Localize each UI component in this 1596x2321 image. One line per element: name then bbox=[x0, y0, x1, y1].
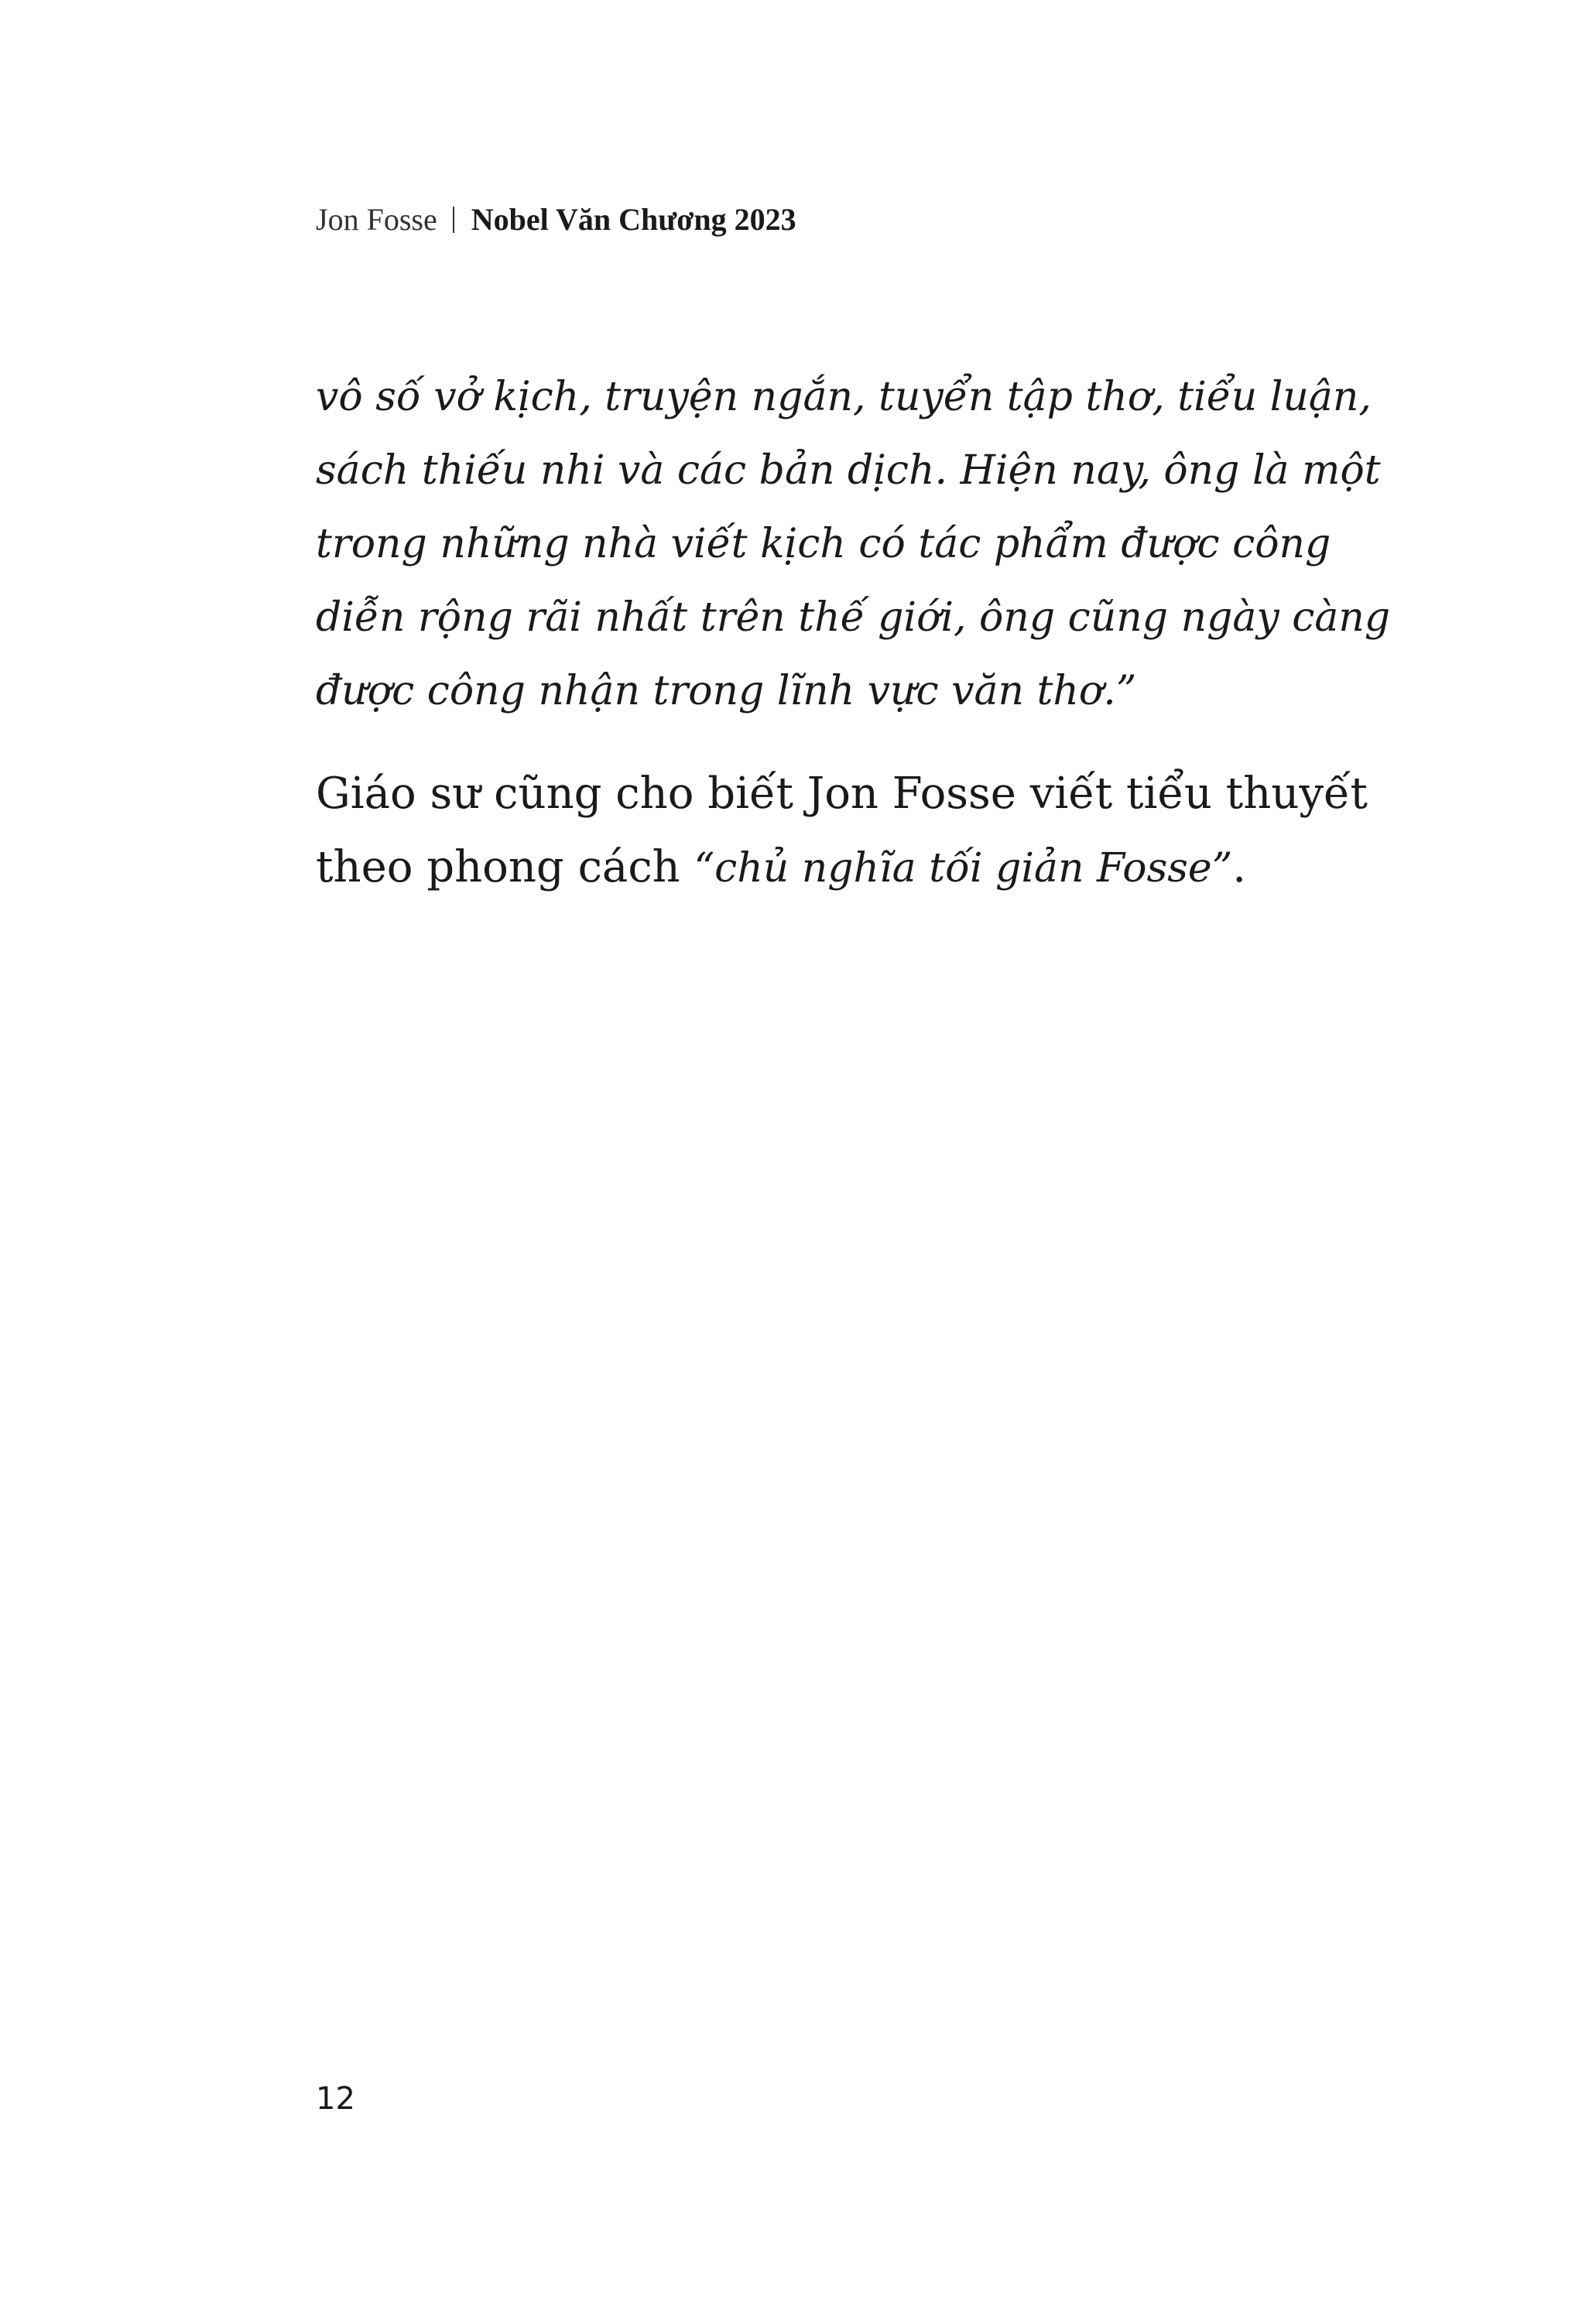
quote-line: sách thiếu nhi và các bản dịch. Hiện nay, ông là một bbox=[316, 447, 1381, 494]
quote-line: trong những nhà viết kịch có tác phẩm được công bbox=[316, 521, 1331, 567]
quote-block bbox=[316, 361, 1391, 728]
body-paragraph bbox=[316, 757, 1368, 905]
running-header bbox=[316, 200, 796, 240]
paragraph-line: Giáo sư cũng cho biết Jon Fosse viết tiểu thuyết bbox=[316, 769, 1368, 819]
page-number: 12 bbox=[316, 2081, 355, 2117]
paragraph-line bbox=[316, 830, 1283, 905]
paragraph-text: theo phong cách bbox=[316, 842, 694, 892]
paragraph-emphasis: “chủ nghĩa tối giản Fosse” bbox=[694, 845, 1233, 892]
quote-line: vô số vở kịch, truyện ngắn, tuyển tập thơ, tiểu luận, bbox=[316, 374, 1372, 420]
paragraph-text: . bbox=[1232, 842, 1247, 892]
header-author: Jon Fosse bbox=[316, 202, 437, 237]
quote-line: diễn rộng rãi nhất trên thế giới, ông cũng ngày càng bbox=[316, 594, 1391, 641]
quote-line: được công nhận trong lĩnh vực văn thơ.” bbox=[316, 668, 1137, 714]
header-series-title: Nobel Văn Chương 2023 bbox=[471, 202, 796, 237]
header-separator bbox=[453, 207, 454, 233]
